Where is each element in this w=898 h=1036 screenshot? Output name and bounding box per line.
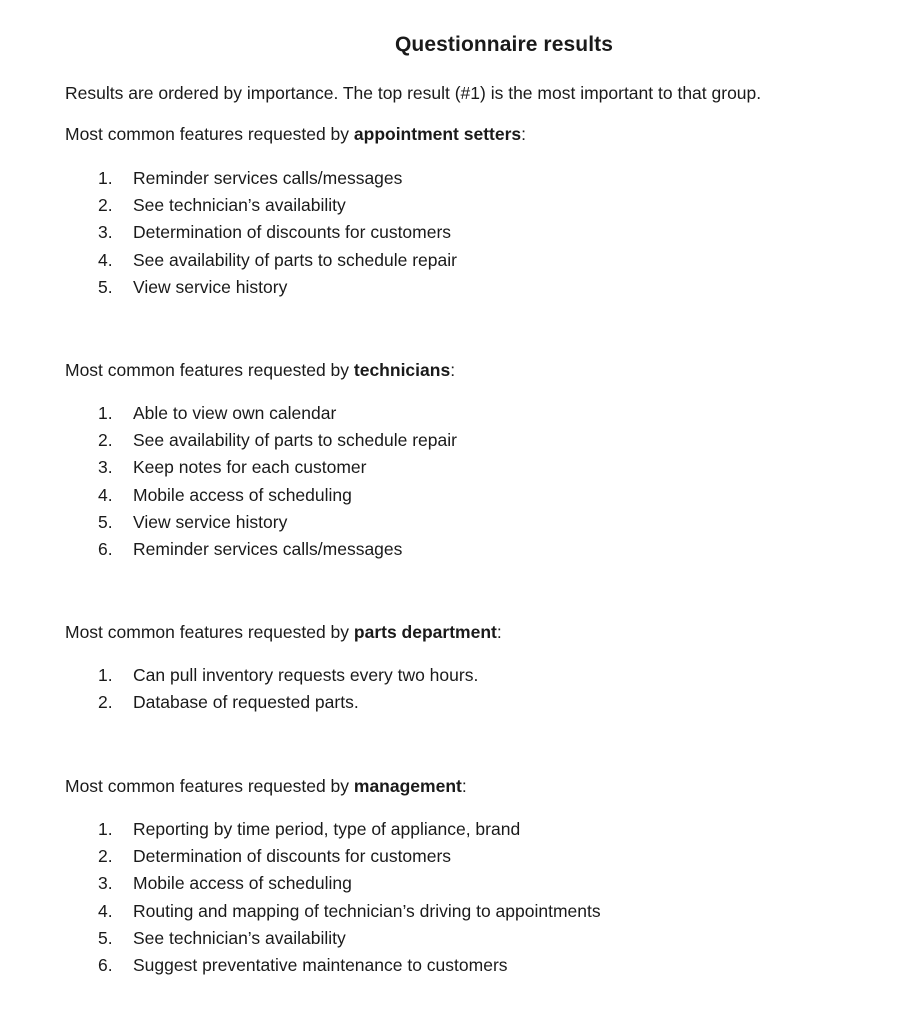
section-heading-appointment-setters (65, 124, 526, 145)
heading-group: parts department (353, 622, 497, 642)
item-text: Can pull inventory requests every two hours. (133, 665, 479, 685)
intro-paragraph: Results are ordered by importance. The top result (#1) is the most important to that group. (65, 83, 762, 103)
heading-group: appointment setters (353, 124, 522, 144)
item-number: 1. (98, 665, 113, 685)
item-text: Database of requested parts. (133, 692, 359, 713)
item-text: Reminder services calls/messages (133, 168, 403, 188)
item-text: Determination of discounts for customers (133, 222, 452, 243)
item-number: 4. (98, 249, 113, 270)
item-number: 6. (98, 954, 113, 975)
item-text: See availability of parts to schedule repair (133, 430, 457, 451)
item-text: See availability of parts to schedule repair (133, 249, 457, 270)
item-number: 6. (98, 538, 113, 559)
item-number: 4. (98, 900, 113, 921)
heading-prefix: Most common features requested by (65, 622, 354, 642)
item-number: 2. (98, 195, 113, 216)
section-heading-parts-department (65, 622, 502, 643)
heading-suffix: : (521, 124, 527, 144)
heading-prefix: Most common features requested by (65, 360, 354, 380)
item-text: Suggest preventative maintenance to customers (133, 954, 508, 975)
item-number: 3. (98, 873, 113, 894)
item-number: 1. (98, 168, 113, 188)
item-text: Able to view own calendar (133, 403, 337, 423)
item-number: 2. (98, 430, 113, 451)
item-text: See technician’s availability (133, 195, 346, 216)
item-number: 2. (98, 692, 113, 713)
item-text: Routing and mapping of technician’s driving to appointments (133, 900, 601, 921)
item-number: 5. (98, 927, 113, 948)
heading-prefix: Most common features requested by (65, 124, 354, 144)
item-text: Reminder services calls/messages (133, 538, 403, 559)
item-text: View service history (133, 276, 288, 297)
item-text: Keep notes for each customer (133, 457, 367, 478)
heading-suffix: : (461, 776, 467, 796)
item-text: Mobile access of scheduling (133, 484, 352, 505)
item-text: View service history (133, 511, 288, 532)
section-heading-management (65, 776, 467, 797)
item-number: 3. (98, 222, 113, 243)
heading-group: technicians (353, 360, 451, 380)
item-text: Determination of discounts for customers (133, 846, 452, 867)
section-heading-technicians (65, 360, 455, 381)
item-number: 1. (98, 819, 113, 839)
item-number: 2. (98, 846, 113, 867)
item-number: 5. (98, 276, 113, 297)
heading-prefix: Most common features requested by (65, 776, 354, 796)
item-number: 4. (98, 484, 113, 505)
item-number: 5. (98, 511, 113, 532)
item-text: Reporting by time period, type of appliance, brand (133, 819, 521, 839)
heading-group: management (353, 776, 462, 796)
item-text: Mobile access of scheduling (133, 873, 352, 894)
page-title: Questionnaire results (395, 33, 613, 56)
item-text: See technician’s availability (133, 927, 346, 948)
item-number: 1. (98, 403, 113, 423)
heading-suffix: : (496, 622, 502, 642)
item-number: 3. (98, 457, 113, 478)
heading-suffix: : (450, 360, 456, 380)
